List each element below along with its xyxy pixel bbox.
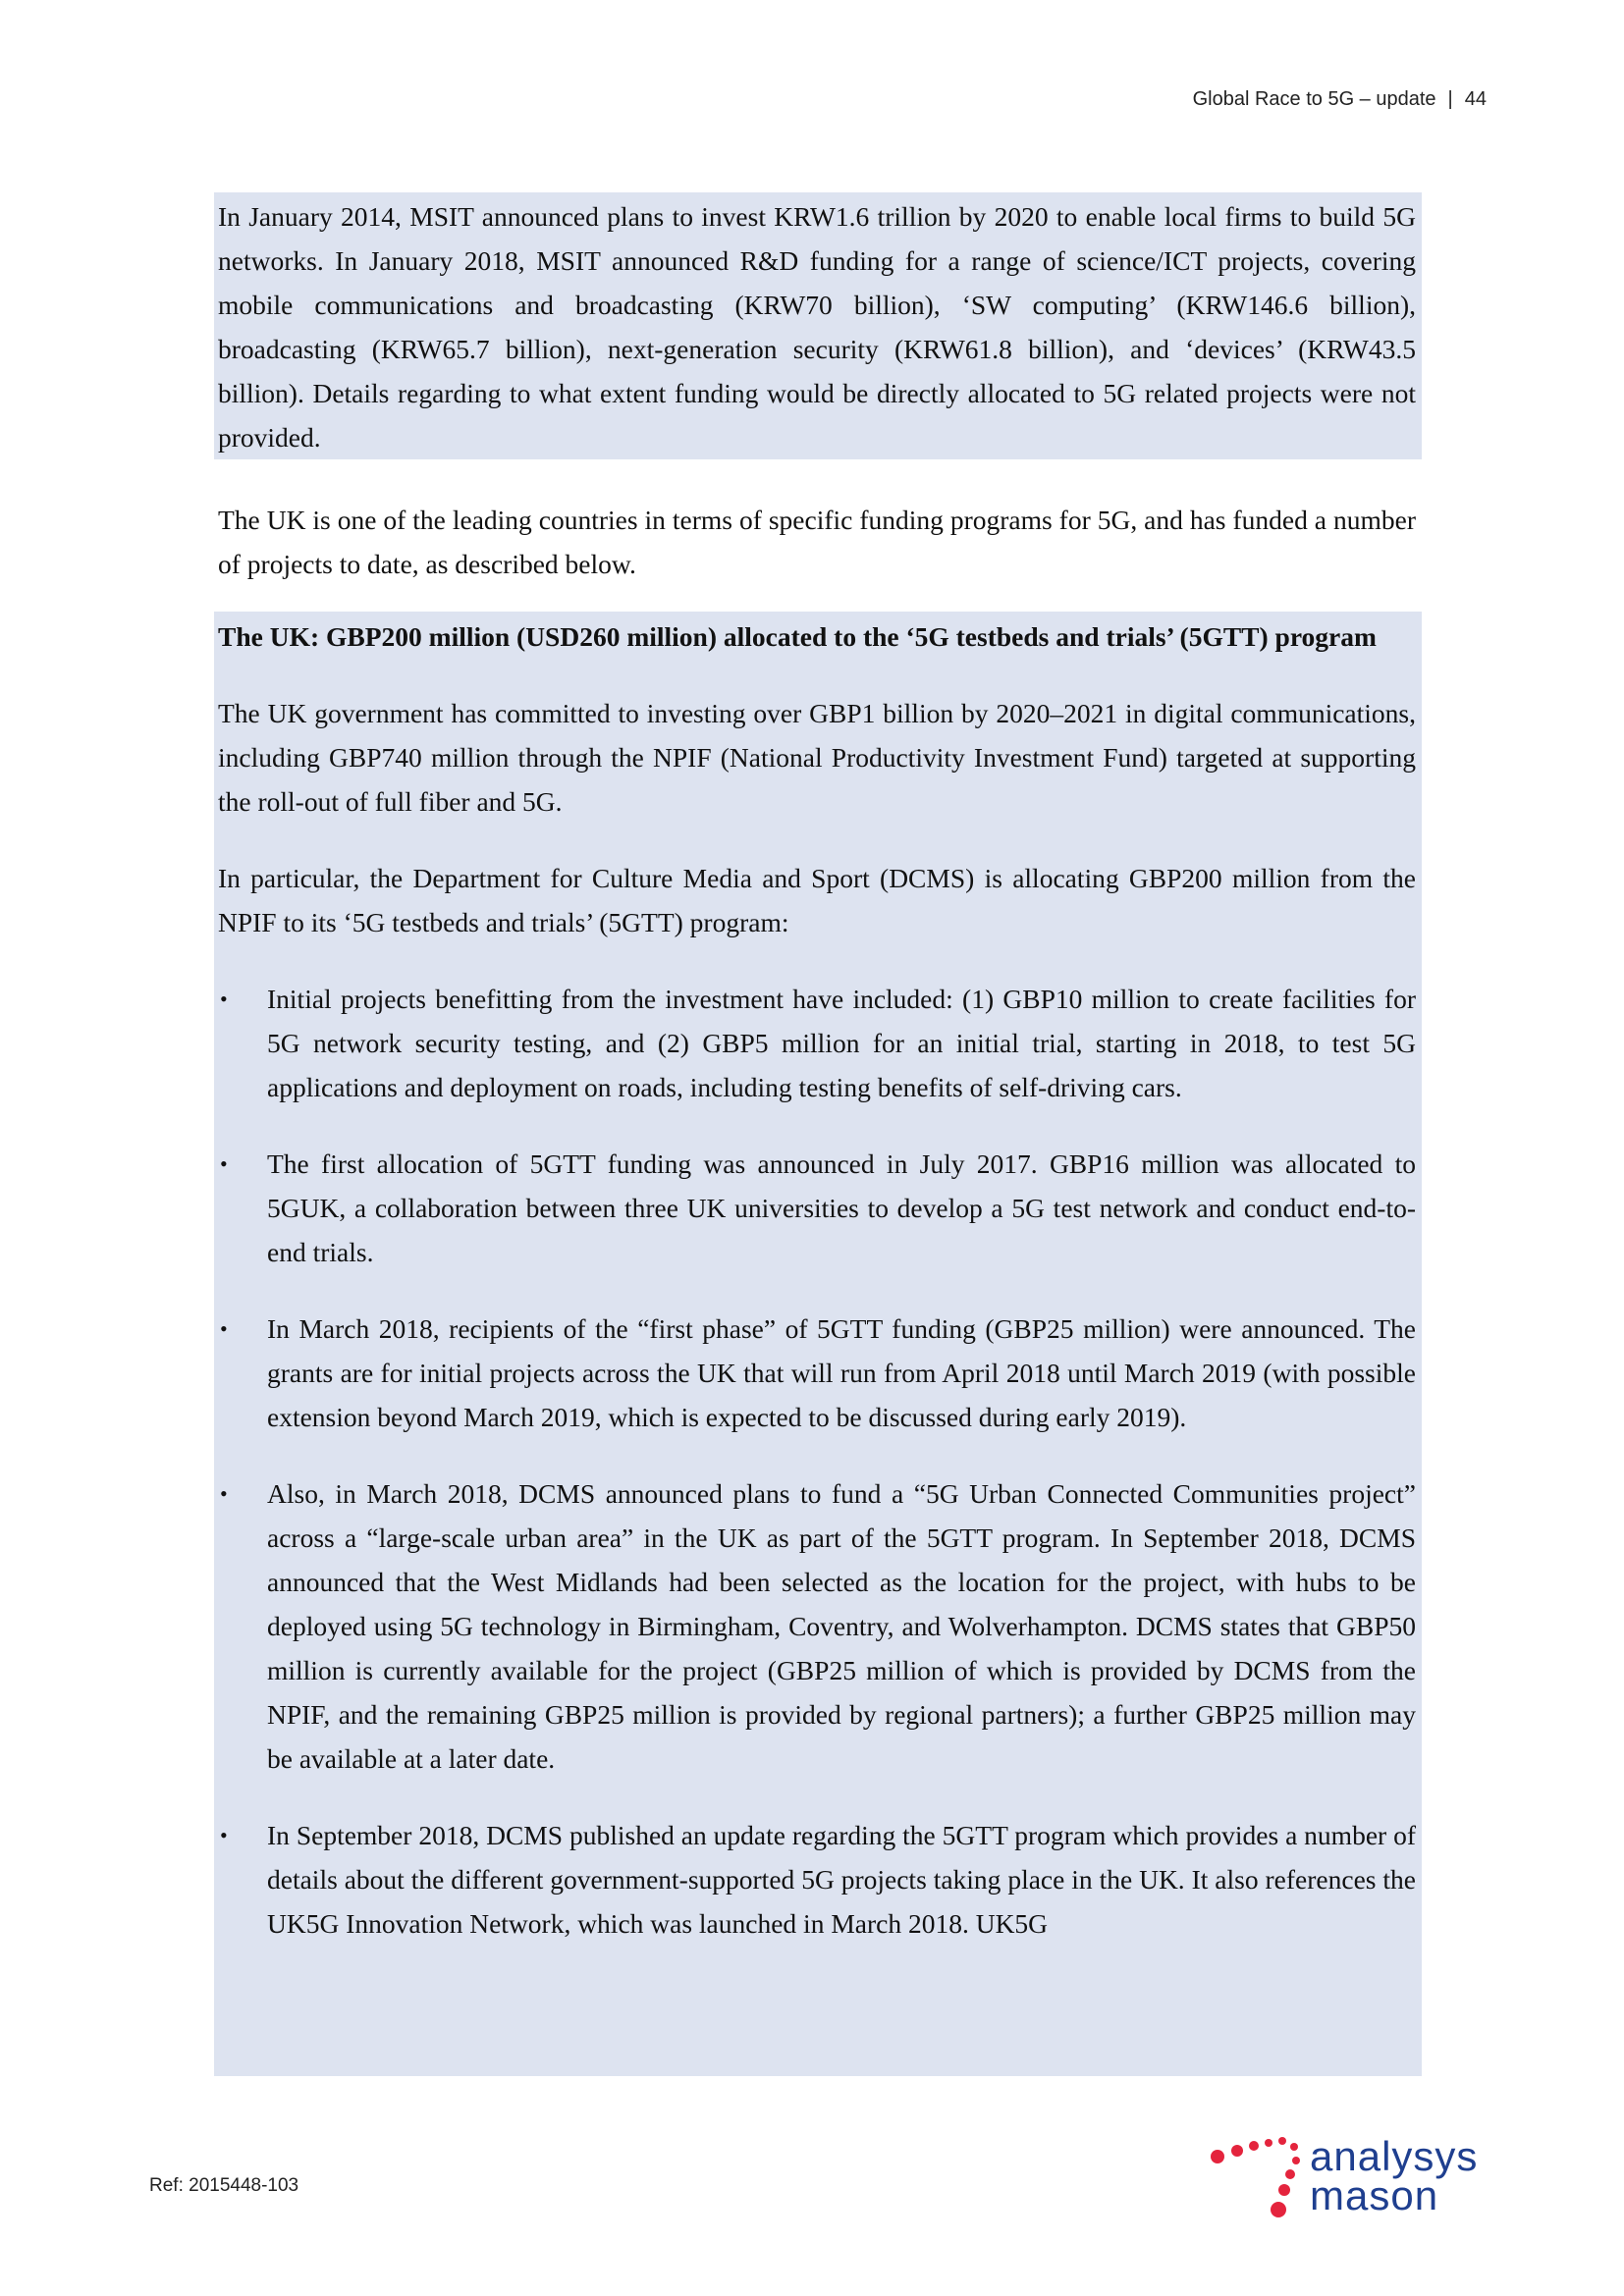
- list-item: [218, 1471, 1416, 1781]
- document-title: Global Race to 5G – update: [1192, 88, 1436, 110]
- logo-word-mason: mason: [1310, 2172, 1439, 2218]
- list-item: [218, 1307, 1416, 1439]
- intro-paragraph: The UK is one of the leading countries in terms of specific funding programs for 5G, and has funded a number of projects to date, as described below.: [218, 505, 1416, 579]
- bullet-text: The first allocation of 5GTT funding was announced in July 2017. GBP16 million was allocated to 5GUK, a collaboration between three UK universities to develop a 5G test network and conduct end-to-end trials.: [267, 1148, 1416, 1267]
- page-header: [1193, 88, 1487, 111]
- list-item: [218, 977, 1416, 1109]
- analysys-mason-logo: [1208, 2135, 1502, 2223]
- list-item: [218, 1813, 1416, 1946]
- korea-funding-box: [214, 192, 1422, 459]
- reference-number: Ref: 2015448-103: [149, 2175, 299, 2196]
- intro-section: [214, 498, 1422, 586]
- uk-5gtt-box: [214, 612, 1422, 2076]
- bullet-text: Initial projects benefitting from the investment have included: (1) GBP10 million to create facilities for 5G network security testing, and (2) GBP5 million for an initial trial, starting in 2018, to test 5G applications and deployment on roads, including testing benefits of self-driving cars.: [267, 984, 1416, 1102]
- header-separator: |: [1447, 88, 1453, 110]
- korea-funding-text: In January 2014, MSIT announced plans to invest KRW1.6 trillion by 2020 to enable local firms to build 5G networks. In January 2018, MSIT announced R&D funding for a range of science/ICT projects, covering mobile communications and broadcasting (KRW70 billion), ‘SW computing’ (KRW146.6 billion), broadcasting (KRW65.7 billion), next-generation security (KRW61.8 billion), and ‘devices’ (KRW43.5 billion). Details regarding to what extent funding would be directly allocated to 5G related projects were not provided.: [218, 201, 1416, 453]
- list-item: [218, 1142, 1416, 1274]
- bullet-icon: •: [220, 1481, 228, 1506]
- bullet-icon: •: [220, 1823, 228, 1847]
- bullet-text: In September 2018, DCMS published an update regarding the 5GTT program which provides a number of details about the different government-supported 5G projects taking place in the UK. It also references the UK5G Innovation Network, which was launched in March 2018. UK5G: [267, 1820, 1416, 1939]
- bullet-icon: •: [220, 1316, 228, 1341]
- uk-box-title: The UK: GBP200 million (USD260 million) allocated to the ‘5G testbeds and trials’ (5GTT) program: [218, 621, 1377, 652]
- bullet-text: Also, in March 2018, DCMS announced plans to fund a “5G Urban Connected Communities project” across a “large-scale urban area” in the UK as part of the 5GTT program. In September 2018, DCMS announced that the West Midlands had been selected as the location for the project, with hubs to be deployed using 5G technology in Birmingham, Coventry, and Wolverhampton. DCMS states that GBP50 million is currently available for the project (GBP25 million of which is provided by DCMS from the NPIF, and the remaining GBP25 million is provided by regional partners); a further GBP25 million may be available at a later date.: [267, 1478, 1416, 1774]
- uk-paragraph-2: In particular, the Department for Culture Media and Sport (DCMS) is allocating GBP200 million from the NPIF to its ‘5G testbeds and trials’ (5GTT) program:: [218, 863, 1416, 937]
- uk-paragraph-1: The UK government has committed to investing over GBP1 billion by 2020–2021 in digital communications, including GBP740 million through the NPIF (National Productivity Investment Fund) targeted at supporting the roll-out of full fiber and 5G.: [218, 698, 1416, 817]
- uk-bullet-list: [218, 977, 1416, 1946]
- logo-word-analysys: analysys: [1310, 2133, 1479, 2179]
- bullet-icon: •: [220, 987, 228, 1011]
- page-number: 44: [1464, 88, 1487, 110]
- bullet-icon: •: [220, 1151, 228, 1176]
- logo-dots-icon: [1208, 2135, 1316, 2223]
- bullet-text: In March 2018, recipients of the “first phase” of 5GTT funding (GBP25 million) were announced. The grants are for initial projects across the UK that will run from April 2018 until March 2019 (with possible extension beyond March 2019, which is expected to be discussed during early 2019).: [267, 1313, 1416, 1432]
